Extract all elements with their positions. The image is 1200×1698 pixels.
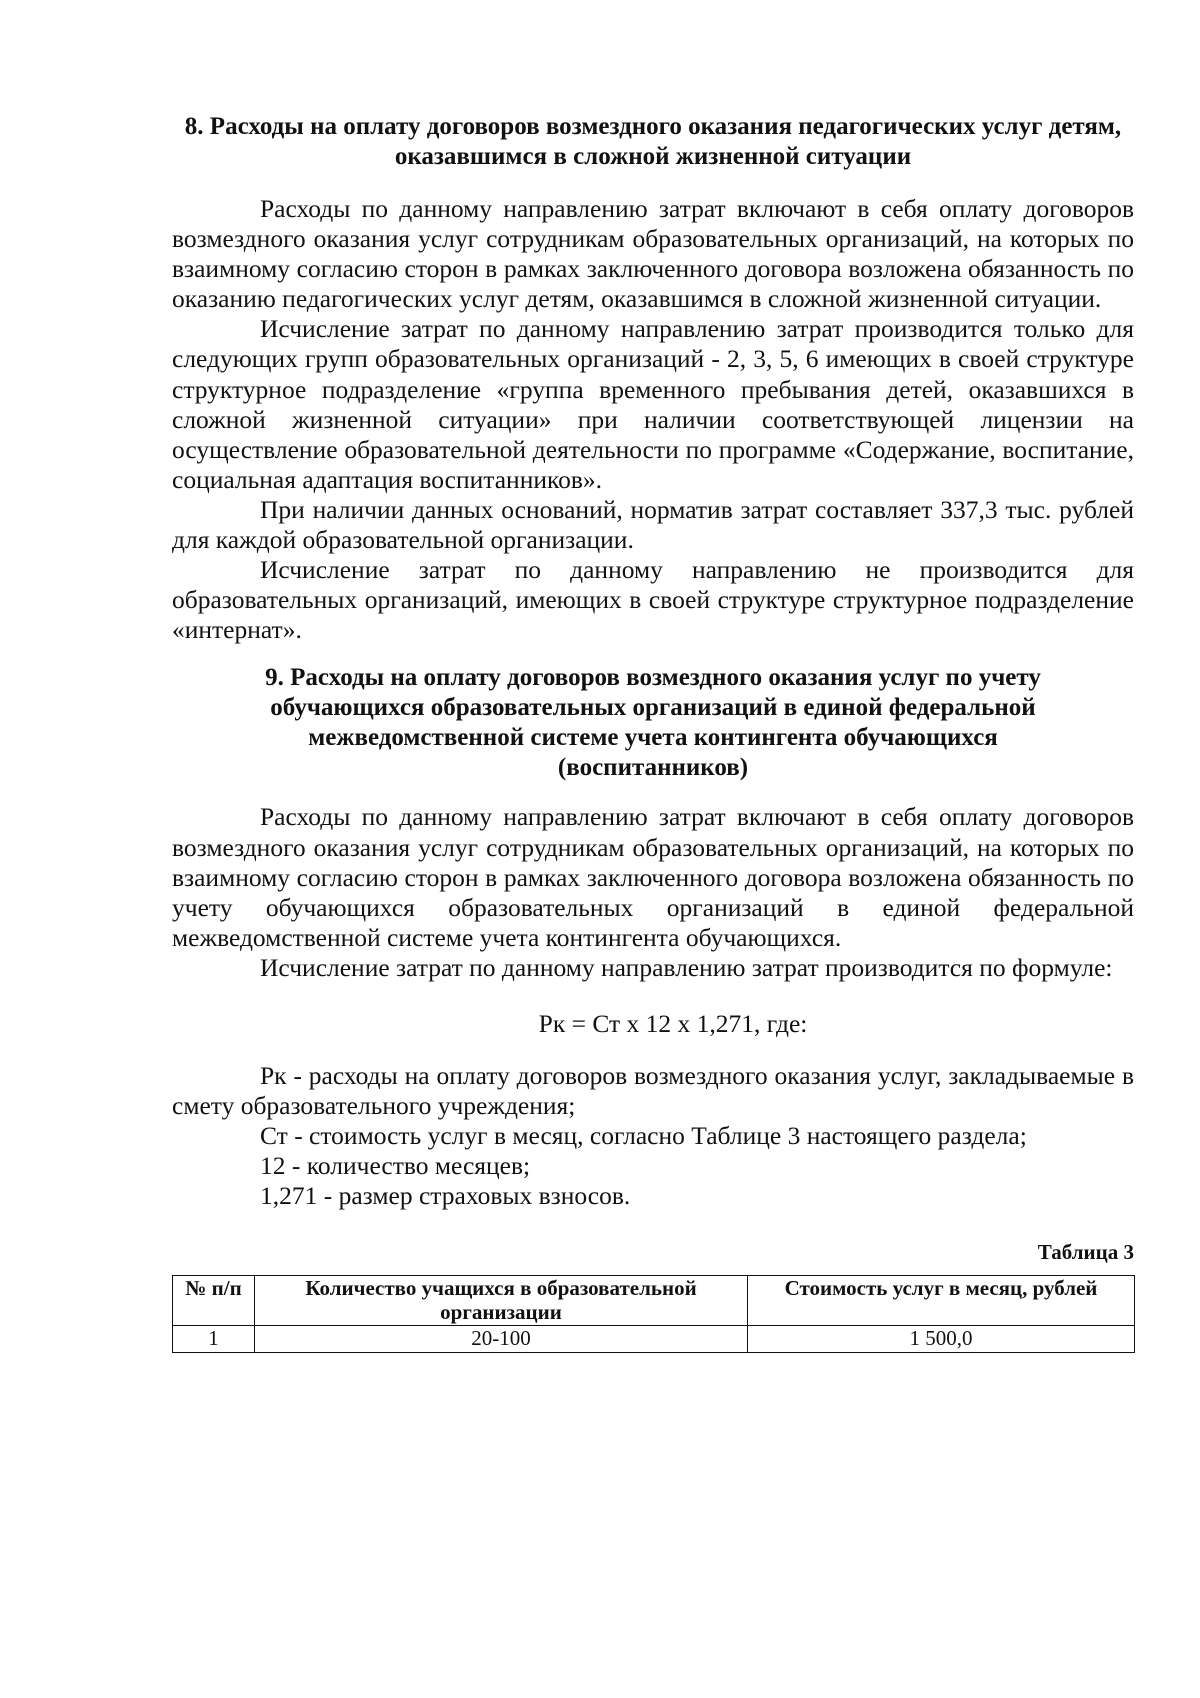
section-9-paragraph-2: Исчисление затрат по данному направлению затрат производится по формуле: — [260, 952, 1113, 982]
header-number: № п/п — [173, 1276, 255, 1326]
section-9-title-line-4: (воспитанников) — [557, 754, 749, 782]
formula-legend-months: 12 - количество месяцев; — [260, 1151, 531, 1181]
section-8-paragraph-4: Исчисление затрат по данному направлению не производится для образовательных организаций, имеющих в своей структуре структурное подразделение «интернат». — [172, 555, 1134, 645]
table-3-caption: Таблица 3 — [1037, 1240, 1134, 1265]
cost-formula: Рк = Ст х 12 х 1,271, где: — [538, 1008, 808, 1038]
formula-legend-st: Ст - стоимость услуг в месяц, согласно Таблице 3 настоящего раздела; — [260, 1121, 1027, 1151]
section-9-title-line-3: межведомственной системе учета контингента обучающихся — [308, 724, 998, 752]
table-row — [173, 1326, 1135, 1353]
section-9-title-line-1: 9. Расходы на оплату договоров возмездного оказания услуг по учету — [265, 664, 1041, 692]
header-student-count: Количество учащихся в образовательной организации — [255, 1276, 748, 1326]
formula-legend-rk: Рк - расходы на оплату договоров возмездного оказания услуг, закладываемые в смету образовательного учреждения; — [172, 1060, 1134, 1121]
table-3 — [172, 1275, 1135, 1353]
cell-monthly-cost: 1 500,0 — [748, 1326, 1135, 1353]
section-9-title — [172, 663, 1134, 783]
section-9-title-line-2: обучающихся образовательных организаций в единой федеральной — [270, 694, 1036, 722]
cell-number: 1 — [173, 1326, 255, 1353]
section-8-paragraph-2: Исчисление затрат по данному направлению затрат производится только для следующих групп образовательных организаций - 2, 3, 5, 6 имеющих в своей структуре структурное подразделение «группа временного пребывания детей, оказавшихся в сложной жизненной ситуации» при наличии соответствующей лицензии на осуществление образовательной деятельности по программе «Содержание, воспитание, социальная адаптация воспитанников». — [172, 314, 1134, 494]
section-8-title: 8. Расходы на оплату договоров возмездного оказания педагогических услуг детям, оказавшимся в сложной жизненной ситуации — [184, 113, 1122, 170]
section-9-paragraph-1: Расходы по данному направлению затрат включают в себя оплату договоров возмездного оказания услуг сотрудникам образовательных организаций, на которых по взаимному согласию сторон в рамках заключенного договора возложена обязанность по учету обучающихся образовательных организаций в единой федеральной межведомственной системе учета контингента обучающихся. — [172, 802, 1134, 952]
cell-student-count: 20-100 — [255, 1326, 748, 1353]
section-8-paragraph-1: Расходы по данному направлению затрат включают в себя оплату договоров возмездного оказания услуг сотрудникам образовательных организаций, на которых по взаимному согласию сторон в рамках заключенного договора возложена обязанность по оказанию педагогических услуг детям, оказавшимся в сложной жизненной ситуации. — [172, 194, 1134, 314]
section-8-paragraph-3: При наличии данных оснований, норматив затрат составляет 337,3 тыс. рублей для каждой образовательной организации. — [172, 494, 1134, 555]
document-page — [172, 112, 1134, 1353]
header-monthly-cost: Стоимость услуг в месяц, рублей — [748, 1276, 1135, 1326]
table-header-row — [173, 1276, 1135, 1326]
formula-legend-insurance: 1,271 - размер страховых взносов. — [260, 1181, 631, 1211]
